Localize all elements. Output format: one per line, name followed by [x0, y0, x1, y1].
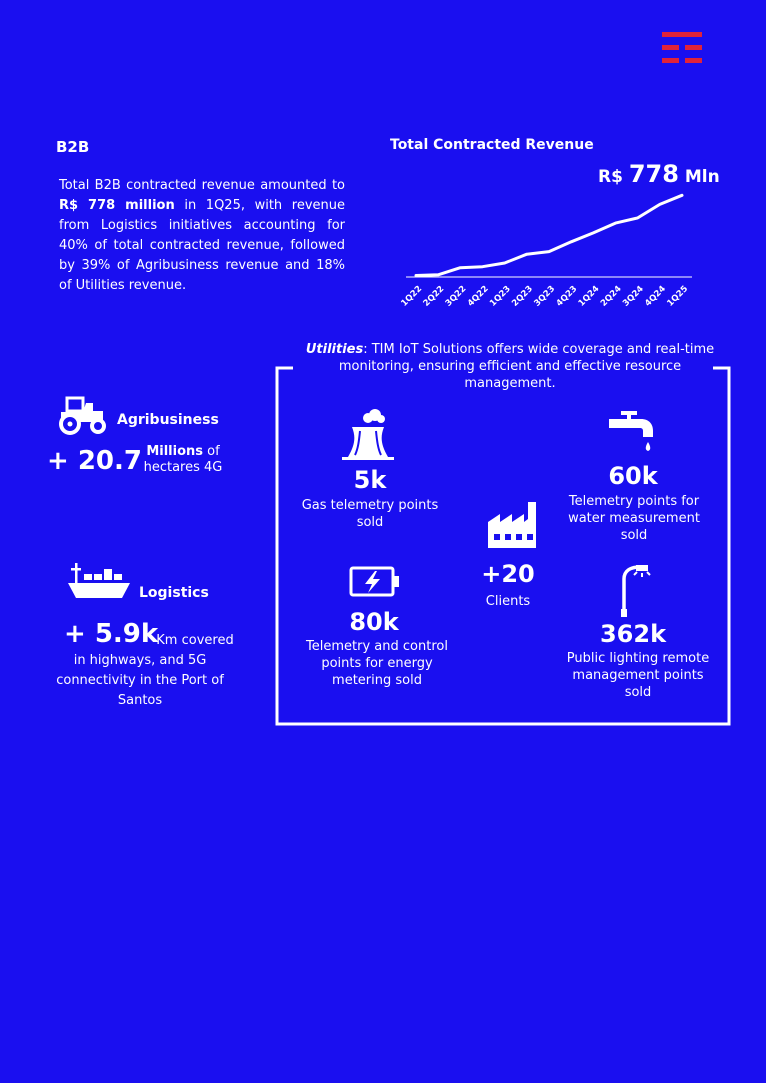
power-plant-icon: [340, 409, 396, 461]
water-tap-icon: [607, 409, 657, 459]
b2b-para-end: in 1Q25, with revenue from Logistics initiatives accounting for 40% of total contracted revenue, followed by 39% of Agribusiness revenue and 18% of Utilities revenue.: [59, 198, 345, 293]
b2b-para-start: Total B2B contracted revenue amounted to: [59, 178, 345, 193]
agribusiness-label: Agribusiness: [117, 412, 219, 428]
chart-series-line: [416, 195, 682, 275]
gas-value: 5k: [353, 466, 387, 494]
utilities-intro-lead: Utilities: [305, 342, 364, 357]
chart-x-tick-label: 4Q23: [554, 284, 580, 309]
logistics-value: + 5.9k: [64, 619, 159, 649]
energy-caption: Telemetry and control points for energy metering sold: [306, 639, 448, 688]
chart-x-tick-label: 1Q22: [399, 284, 425, 309]
b2b-para-highlight: R$ 778 million: [59, 198, 175, 213]
b2b-paragraph: [59, 176, 345, 296]
tractor-icon: [57, 394, 109, 436]
water-caption: Telemetry points for water measurement sold: [568, 494, 700, 543]
chart-x-tick-label: 3Q24: [621, 284, 646, 309]
logistics-description: [40, 631, 240, 711]
chart-title: Total Contracted Revenue: [390, 137, 594, 153]
street-light-icon: [614, 563, 658, 619]
chart-x-tick-label: 4Q22: [465, 284, 491, 309]
utilities-intro-text: : TIM IoT Solutions offers wide coverage and real-time monitoring, ensuring efficient and effective resource management.: [338, 342, 715, 391]
clients-value: +20: [481, 560, 535, 588]
revenue-line-chart: [390, 185, 710, 315]
chart-x-tick-label: 2Q22: [421, 284, 447, 309]
gas-caption: Gas telemetry points sold: [301, 498, 439, 530]
chart-callout-prefix: R$: [598, 167, 623, 187]
agribusiness-value: + 20.7: [47, 446, 142, 476]
battery-charging-icon: [349, 565, 401, 599]
chart-x-tick-label: 3Q23: [532, 284, 558, 309]
chart-callout: [598, 160, 720, 188]
agribusiness-unit-bold: Millions: [146, 444, 203, 459]
chart-x-tick-labels: [399, 284, 690, 309]
clients-caption: Clients: [485, 594, 531, 609]
chart-x-tick-label: 1Q24: [576, 284, 602, 309]
logistics-label: Logistics: [139, 585, 209, 601]
cargo-ship-icon: [66, 560, 132, 602]
agribusiness-unit-rest: of hectares 4G: [143, 444, 223, 475]
chart-callout-value: 778: [628, 160, 679, 188]
energy-value: 80k: [349, 608, 399, 636]
factory-icon: [486, 498, 540, 550]
chart-x-tick-label: 2Q24: [598, 284, 624, 309]
chart-x-tick-label: 3Q22: [443, 284, 469, 309]
section-title-b2b: B2B: [56, 138, 90, 156]
chart-x-tick-label: 4Q24: [643, 284, 668, 309]
chart-x-tick-label: 2Q23: [510, 284, 535, 309]
water-value: 60k: [608, 462, 658, 490]
lighting-caption: Public lighting remote management points sold: [566, 651, 710, 700]
chart-callout-suffix: Mln: [684, 167, 720, 187]
logistics-desc-km: Km covered: [156, 633, 234, 648]
lighting-value: 362k: [599, 620, 667, 648]
agribusiness-unit: [138, 444, 228, 476]
logistics-desc-rest: in highways, and 5G connectivity in the Port of Santos: [56, 653, 224, 708]
chart-x-tick-label: 1Q23: [488, 284, 513, 309]
tim-logo-icon: [660, 30, 704, 66]
chart-x-tick-label: 1Q25: [665, 284, 691, 309]
